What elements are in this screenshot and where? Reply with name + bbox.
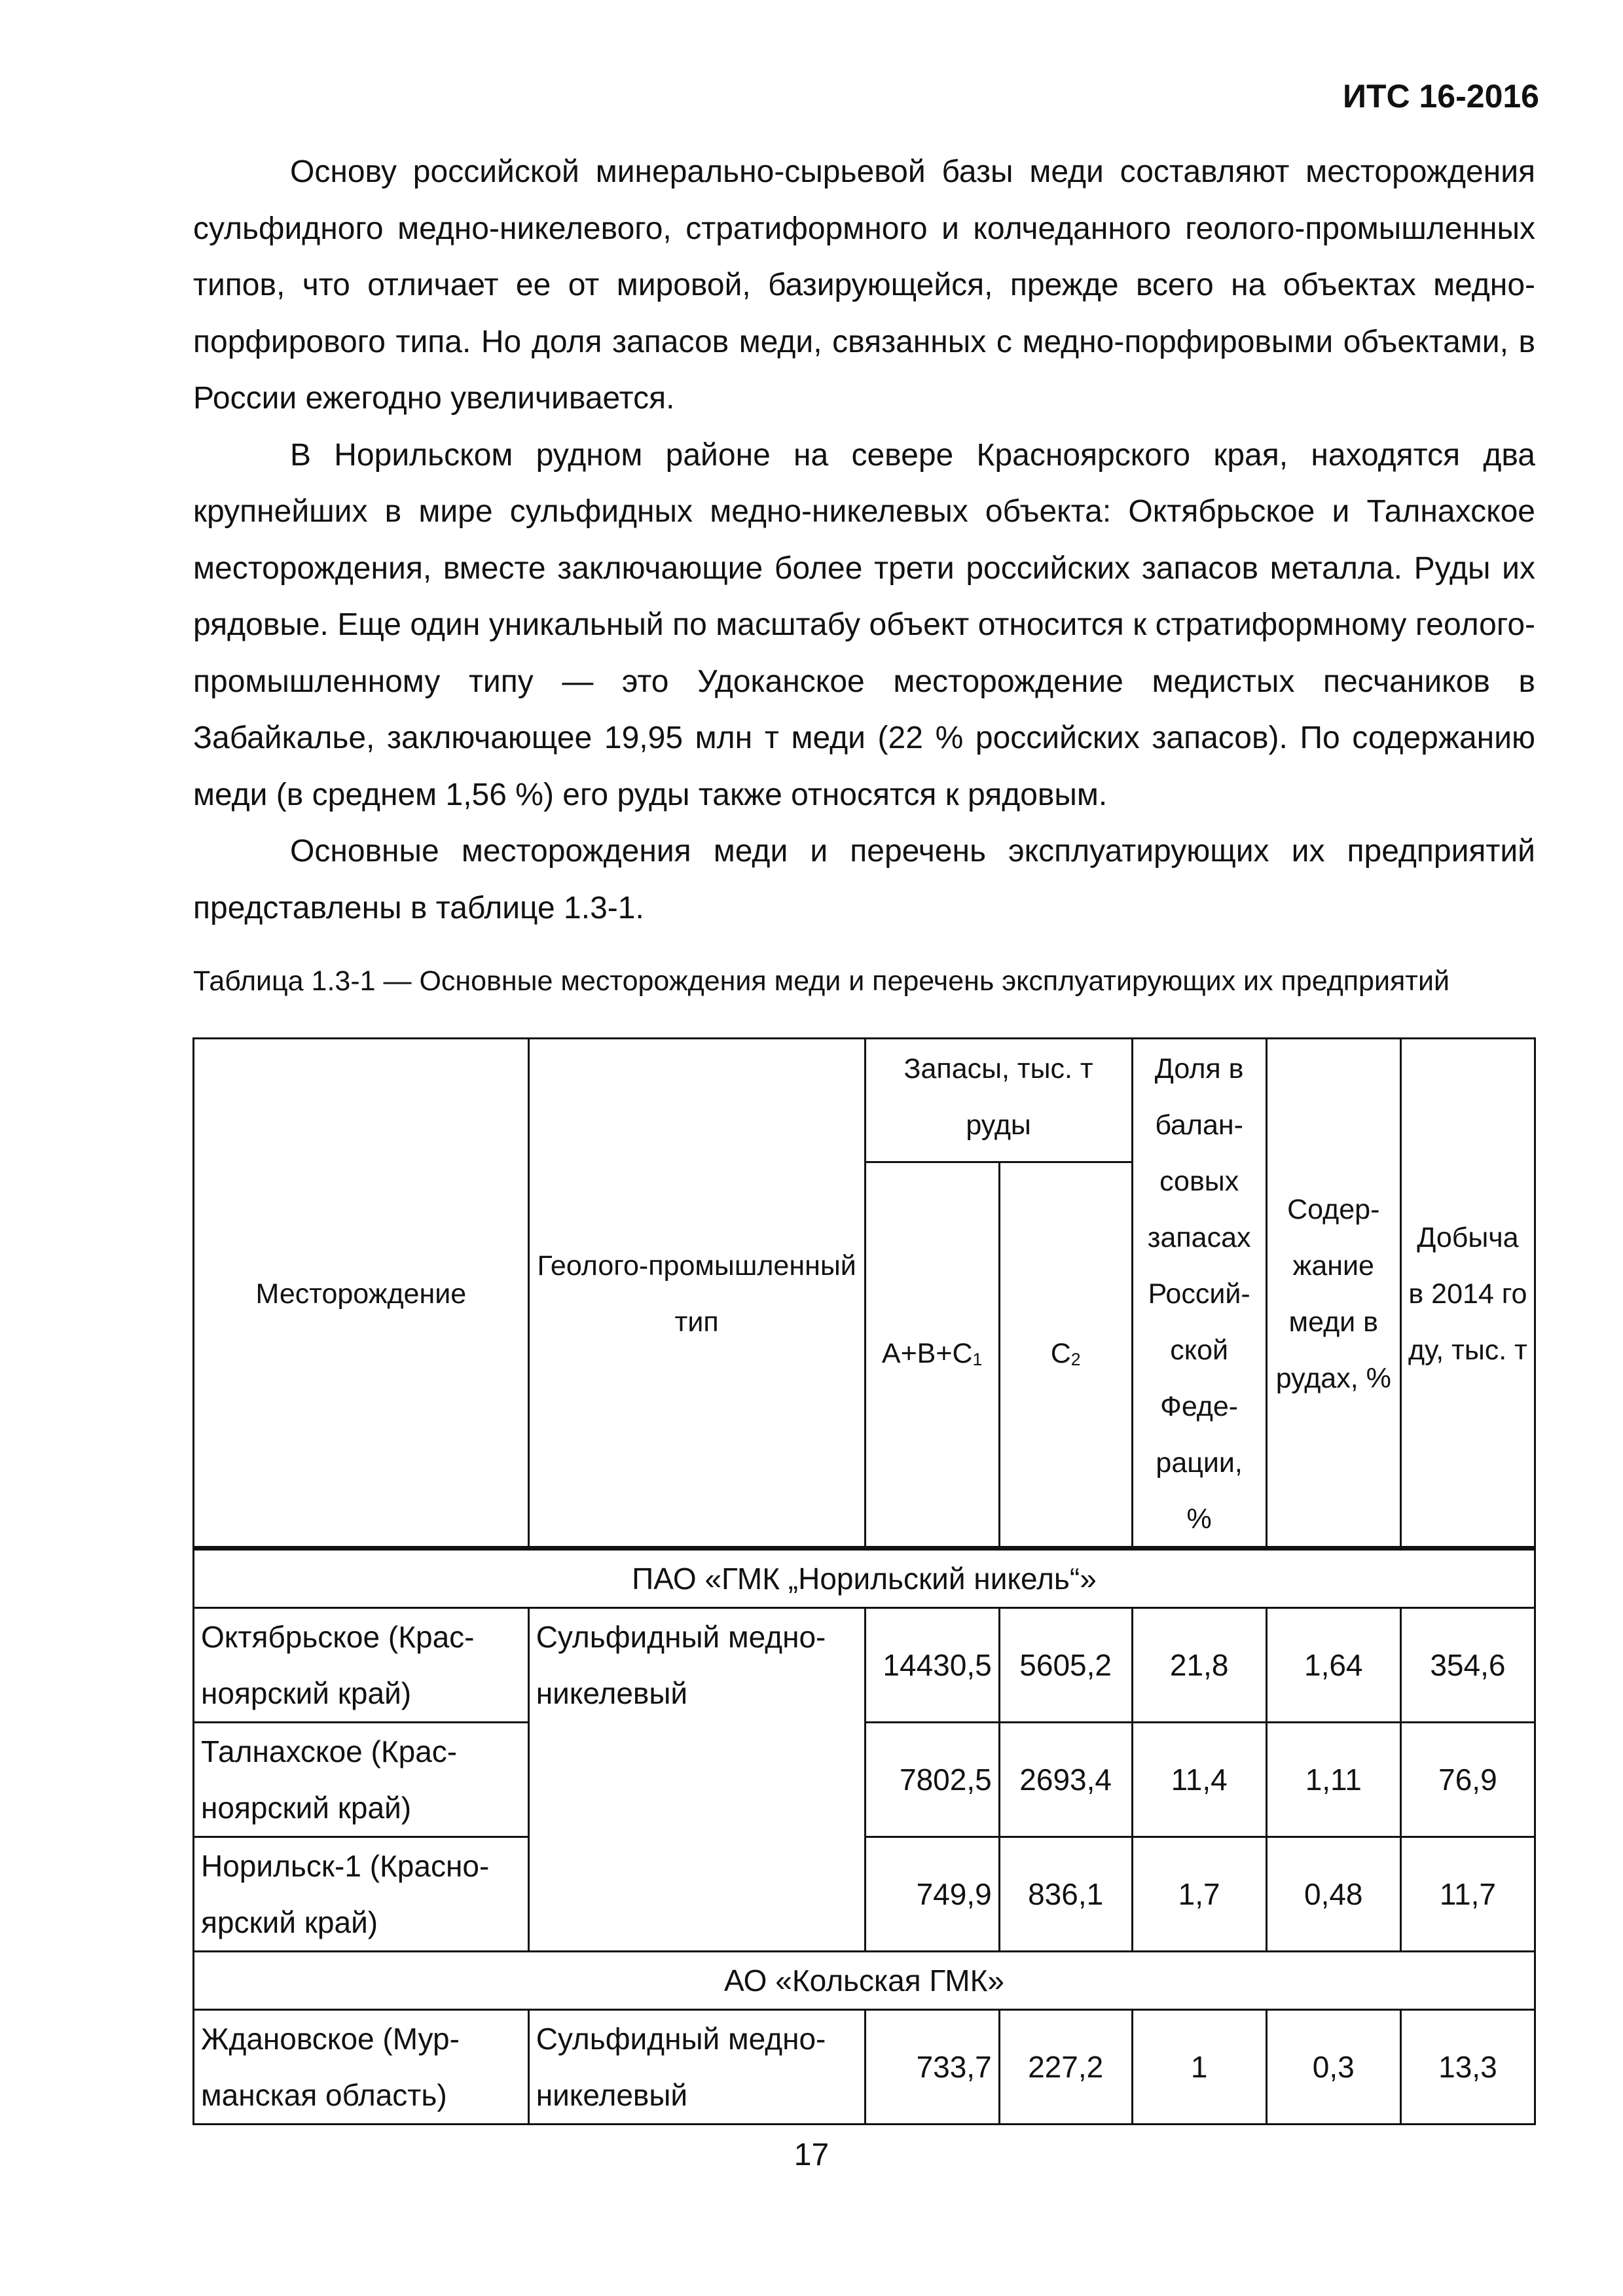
group-row xyxy=(194,1549,1535,1608)
cell-c2: 2693,4 xyxy=(999,1723,1132,1837)
cell-production: 11,7 xyxy=(1400,1837,1535,1952)
paragraph: Основные месторождения меди и перечень эксплуатирующих их предприятий представлены в таблице 1.3-1. xyxy=(193,834,1535,925)
group-name: АО «Кольская ГМК» xyxy=(194,1952,1535,2010)
cell-content: 0,48 xyxy=(1266,1837,1400,1952)
header-reserves-c2: $С_2$ xyxy=(999,1162,1132,1548)
group-name: ПАО «ГМК „Норильский никель“» xyxy=(194,1549,1535,1608)
cell-deposit: Норильск-1 (Красно-ярский край) xyxy=(194,1837,529,1952)
header-content: Содер-жание меди в рудах, % xyxy=(1266,1039,1400,1549)
group-row xyxy=(194,1952,1535,2010)
cell-c2: 5605,2 xyxy=(999,1608,1132,1723)
cell-share: 1 xyxy=(1132,2010,1266,2125)
document-code: ИТС 16-2016 xyxy=(1343,78,1539,115)
cell-abc: 14430,5 xyxy=(865,1608,999,1723)
cell-deposit: Ждановское (Мур-манская область) xyxy=(194,2010,529,2125)
table-row xyxy=(194,2010,1535,2125)
paragraph: Основу российской минерально-сырьевой базы меди составляют месторождения сульфидного медно-никелевого, стратиформного и колчеданного геолого-промышленных типов, что отличает ее от мировой, базирующейся, прежде всего на объектах медно-порфирового типа. Но доля запасов меди, связанных с медно-порфировыми объектами, в России ежегодно увеличивается. xyxy=(193,154,1535,416)
table-row xyxy=(194,1608,1535,1723)
table-caption: Таблица 1.3-1 — Основные месторождения меди и перечень эксплуатирующих их предприятий xyxy=(193,965,1450,997)
cell-content: 1,11 xyxy=(1266,1723,1400,1837)
cell-content: 0,3 xyxy=(1266,2010,1400,2125)
header-reserves: Запасы, тыс. т руды xyxy=(865,1039,1132,1162)
header-row xyxy=(194,1039,1535,1162)
header-deposit: Месторождение xyxy=(194,1039,529,1549)
cell-type: Сульфидный медно-никелевый xyxy=(528,1608,865,1952)
header-production: Добыча в 2014 го ду, тыс. т xyxy=(1400,1039,1535,1549)
cell-production: 76,9 xyxy=(1400,1723,1535,1837)
header-reserves-abc: $А+В+С_1$ xyxy=(865,1162,999,1548)
header-type: Геолого-промышленный тип xyxy=(528,1039,865,1549)
cell-share: 1,7 xyxy=(1132,1837,1266,1952)
page-number: 17 xyxy=(793,2138,830,2172)
body-text xyxy=(193,144,1535,937)
header-share: Доля в балан-совых запасах Россий-ской Феде-рации, % xyxy=(1132,1039,1266,1549)
cell-content: 1,64 xyxy=(1266,1608,1400,1723)
cell-share: 11,4 xyxy=(1132,1723,1266,1837)
paragraph: В Норильском рудном районе на севере Красноярского края, находятся два крупнейших в мире сульфидных медно-никелевых объекта: Октябрьское и Талнахское месторождения, вместе заключающие более трети российских запасов металла. Руды их рядовые. Еще один уникальный по масштабу объект относится к стратиформному геолого-промышленному типу — это Удоканское месторождение медистых песчаников в Забайкалье, заключающее 19,95 млн т меди (22 % российских запасов). По содержанию меди (в среднем 1,56 %) его руды также относятся к рядовым. xyxy=(193,437,1535,812)
cell-c2: 836,1 xyxy=(999,1837,1132,1952)
cell-c2: 227,2 xyxy=(999,2010,1132,2125)
cell-deposit: Октябрьское (Крас-ноярский край) xyxy=(194,1608,529,1723)
cell-share: 21,8 xyxy=(1132,1608,1266,1723)
deposits-table xyxy=(192,1037,1536,2125)
cell-abc: 7802,5 xyxy=(865,1723,999,1837)
cell-type: Сульфидный медно-никелевый xyxy=(528,2010,865,2125)
cell-abc: 733,7 xyxy=(865,2010,999,2125)
cell-production: 354,6 xyxy=(1400,1608,1535,1723)
cell-deposit: Талнахское (Крас-ноярский край) xyxy=(194,1723,529,1837)
cell-abc: 749,9 xyxy=(865,1837,999,1952)
cell-production: 13,3 xyxy=(1400,2010,1535,2125)
